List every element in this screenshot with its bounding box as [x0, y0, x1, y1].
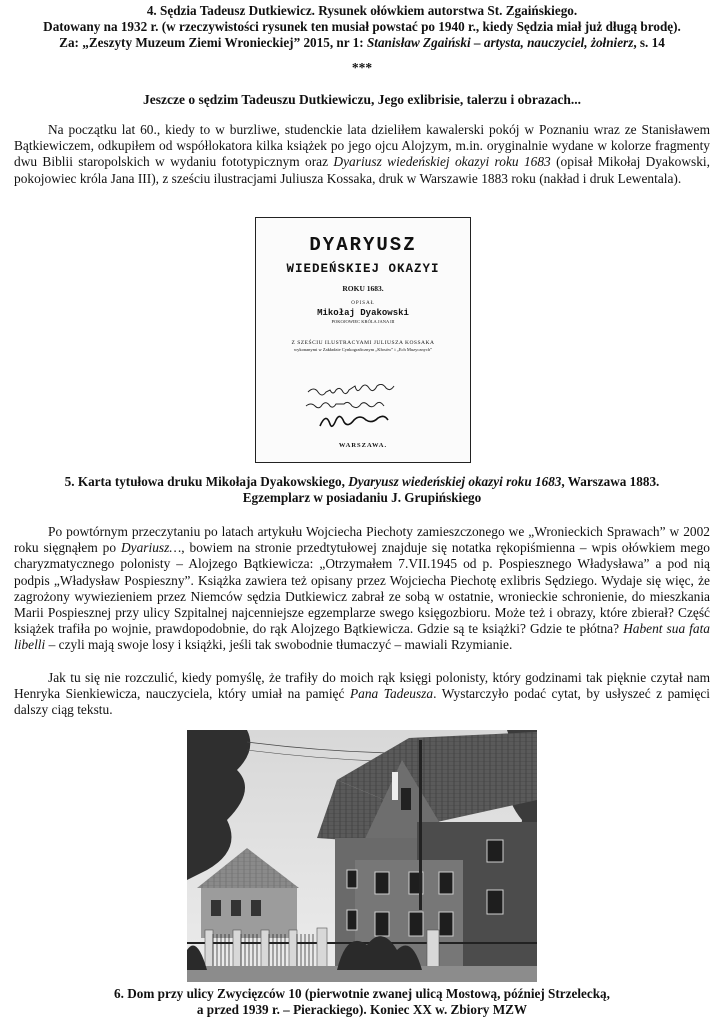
house-photograph — [187, 730, 537, 982]
paragraph-3-text-a: Jak tu się nie rozczulić, kiedy pomyślę, że trafiły do moich rąk księgi polonisty, który godzinami tak pięknie czytał nam Henryka Sienkiewicza, nauczyciela, który umiał na pamięć — [14, 670, 710, 702]
paragraph-3-book-title: Pana Tadeusza — [349, 686, 434, 702]
paragraph-1 — [14, 122, 710, 187]
caption-6-line-2: a przed 1939 r. – Pierackiego). Koniec XX w. Zbiory MZW — [196, 1002, 528, 1017]
caption-4-page: , s. 14 — [633, 35, 665, 50]
article-heading: Jeszcze o sędzim Tadeuszu Dutkiewiczu, Jego exlibrisie, talerzu i obrazach... — [143, 92, 581, 107]
paragraph-1-text-a: Na początku lat 60., kiedy to w burzliwe, studenckie lata dzieliłem kawalerski pokój w Poznaniu wraz ze Stanisławem Bątkiewiczem, odkupiłem od współlokatora kilka książek po jego ojcu Alojzym, m.in. oryginalnie wydane w kolorze fragmenty dwu Biblii staropolskich w wydaniu fototypicznym oraz — [14, 122, 710, 170]
caption-6-line-1: 6. Dom przy ulicy Zwycięzców 10 (pierwotnie zwanej ulicą Mostową, później Strzelecką, — [114, 986, 610, 1001]
title-page-year: ROKU 1683. — [342, 284, 384, 293]
title-page-illustrations-sub: wykonanymi w Zakładzie Cynkograficznym „Kłosów” i „Ech Muzycznych” — [293, 347, 433, 352]
title-page-illustrations: Z SZEŚCIU ILUSTRACYAMI JULIUSZA KOSSAKA — [291, 340, 435, 346]
caption-4-line-2: Datowany na 1932 r. (w rzeczywistości rysunek ten musiał powstać po 1940 r., kiedy Sędzia miał już długą brodę). — [43, 19, 681, 34]
paragraph-2-text-a: Po powtórnym przeczytaniu po latach artykułu Wojciecha Piechoty zamieszczonego we „Wronieckich Sprawach” w 2002 roku sięgnąłem po — [14, 524, 710, 556]
paragraph-1-text-b: (opisał Mikołaj Dyakowski, pokojowiec króla Jana III), z sześciu ilustracjami Juliusza Kossaka, druk w Warszawie 1883 roku (nakład i druk Lewentala). — [14, 154, 711, 186]
figure-6-caption — [14, 986, 710, 1018]
handwritten-inscription — [302, 384, 432, 434]
paragraph-2-text-b: , bowiem na stronie przedtytułowej znajduje się notatka rękopiśmienna – wpis ołówkiem mego charyzmatycznego polonisty – Alojzego Bątkiewicza: „Otrzymałem 7.VII.1945 od p. Pospiesznego Władysława” a pod nią podpis „Władysław Pospieszny”. Książka zawiera też opisany przez Wojciecha Piechotę exlibris Sędziego. Wydaje się więc, że zagrożony wywiezieniem przez Niemców sędzia Dutkiewicz zabrał ze sobą w ostatnie, wronieckie schronienie, do mieszkania Marii Pospiesznej przy ulicy Szpitalnej najcenniejsze egzemplarze swego księgozbioru. Może też i obrazy, które zbierał? Część książek trafiła po wojnie, prawdopodobnie, do rąk Alojzego Bątkiewicza. Gdzie są te książki? Gdzie te płótna? — [14, 540, 710, 637]
title-page-image — [255, 217, 471, 463]
paragraph-2-text-c: – czyli mają swoje losy i książki, jeśli tak swobodnie tłumaczyć – mawiali Rzymianie. — [45, 637, 513, 653]
paragraph-3-text-b: . Wystarczyło podać cytat, by usłyszeć z pamięci dalszy ciąg tekstu. — [14, 686, 710, 718]
paragraph-3 — [14, 670, 710, 719]
title-page-opisal: OPISAŁ — [351, 301, 375, 306]
title-page-author-sub: POKOJOWIEC KRÓLA JANA III — [331, 319, 395, 324]
title-page-city: WARSZAWA. — [338, 442, 388, 449]
title-page-title-1: DYARYUSZ — [309, 234, 417, 256]
title-page-title-2: WIEDEŃSKIEJ OKAZYI — [286, 262, 440, 276]
section-separator: *** — [351, 60, 373, 75]
caption-4-line-3 — [14, 35, 710, 51]
caption-5-suffix: , Warszawa 1883. — [561, 474, 660, 489]
caption-4-line-1: 4. Sędzia Tadeusz Dutkiewicz. Rysunek ołówkiem autorstwa St. Zgaińskiego. — [146, 3, 578, 18]
caption-4-source-title: Stanisław Zgaiński – artysta, nauczyciel, żołnierz — [366, 35, 634, 50]
caption-5-line-2: Egzemplarz w posiadaniu J. Grupińskiego — [242, 490, 482, 505]
caption-5-book-title: Dyaryusz wiedeńskiej okazyi roku 1683 — [348, 474, 562, 489]
title-page-author: Mikołaj Dyakowski — [317, 308, 409, 318]
paragraph-2 — [14, 524, 710, 654]
figure-4-caption — [14, 3, 710, 51]
caption-5-prefix: 5. Karta tytułowa druku Mikołaja Dyakowskiego, — [64, 474, 349, 489]
paragraph-2-book-title: Dyariusz… — [121, 540, 182, 556]
figure-5-caption — [14, 474, 710, 506]
paragraph-1-book-title: Dyariusz wiedeńskiej okazyi roku 1683 — [333, 154, 551, 170]
paragraph-2-latin-quote: Habent sua fata libelli — [14, 621, 710, 653]
caption-4-source: Za: „Zeszyty Muzeum Ziemi Wronieckiej” 2015, nr 1: — [59, 35, 367, 50]
caption-5-line-1 — [14, 474, 710, 490]
